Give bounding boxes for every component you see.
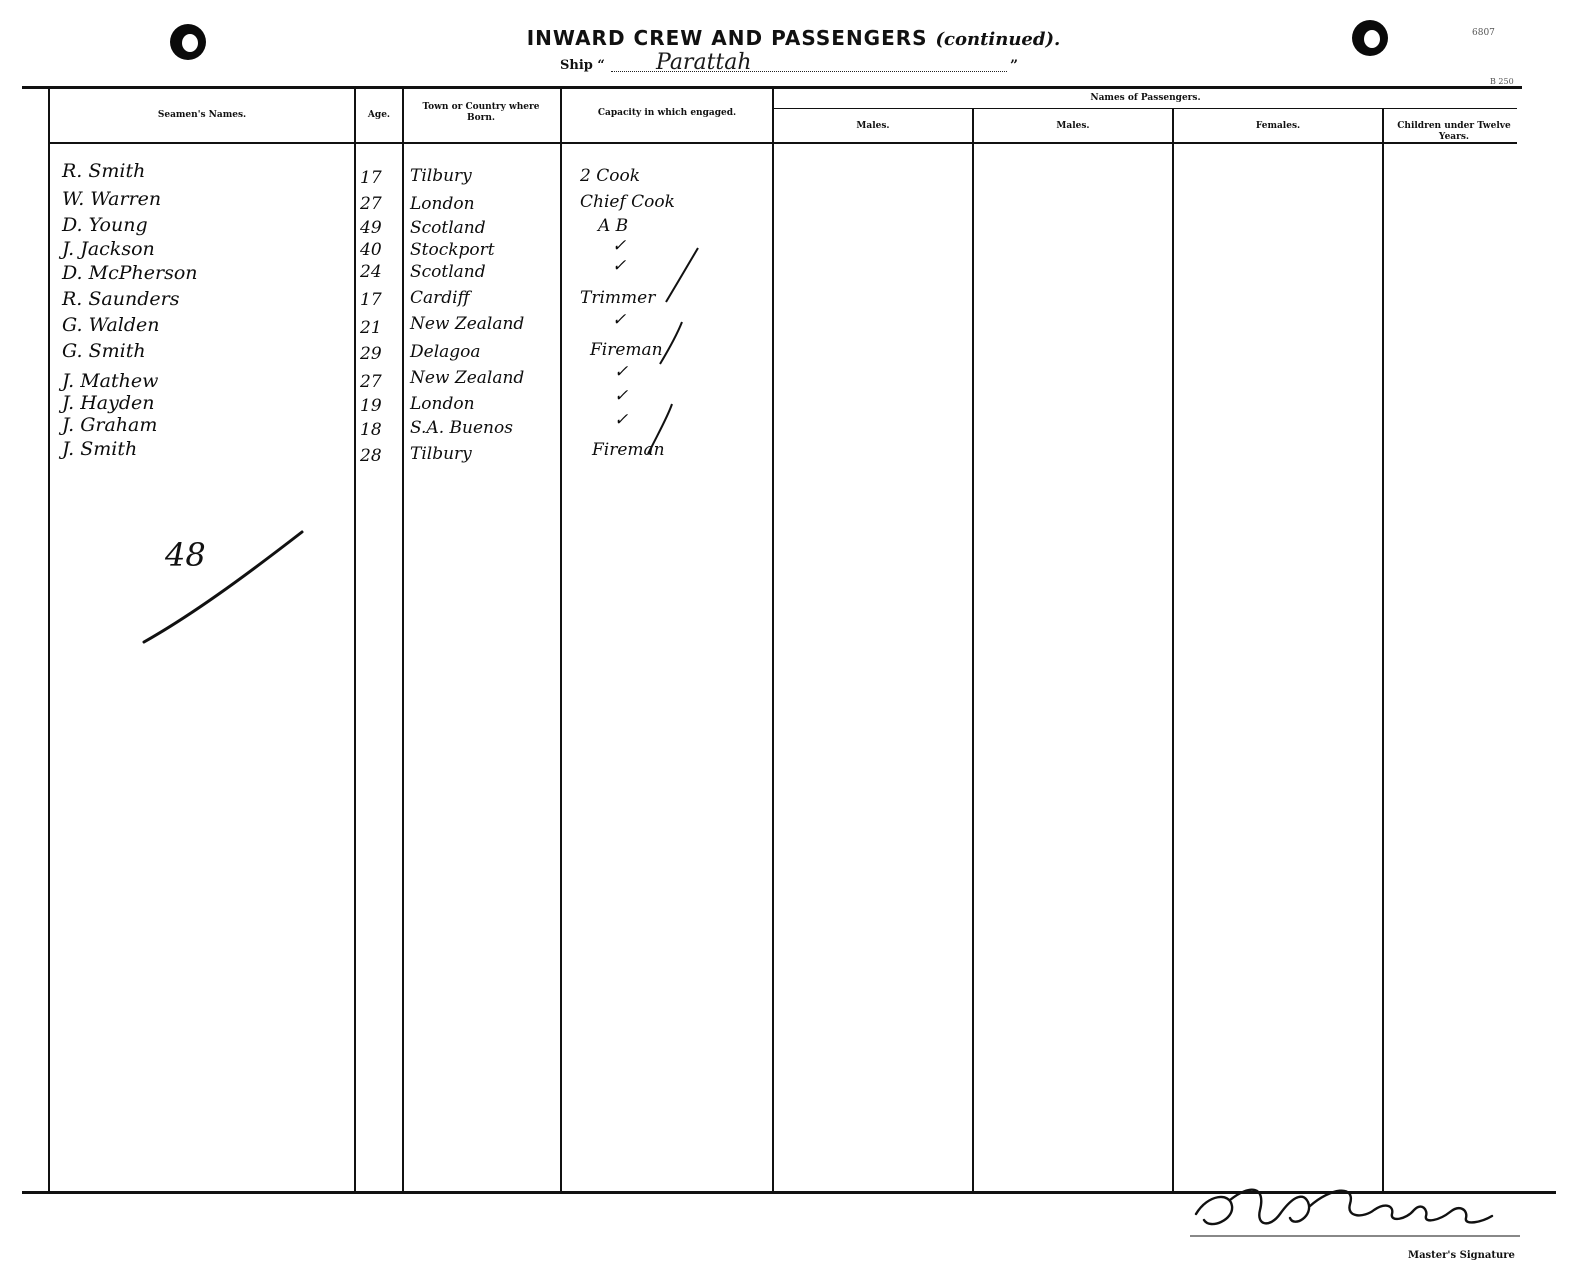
- crew-capacity: ✓: [612, 310, 627, 330]
- crew-name: D. Young: [62, 214, 148, 236]
- crew-town: Scotland: [410, 262, 486, 282]
- ship-label: Ship: [560, 58, 593, 73]
- crew-name: J. Jackson: [62, 238, 155, 260]
- crew-town: Stockport: [410, 240, 495, 260]
- header-town-born: Town or Country where Born.: [422, 102, 540, 123]
- page-title: [0, 26, 1587, 50]
- crew-town: Cardiff: [410, 288, 470, 308]
- form-number: 6807: [1472, 28, 1495, 38]
- column-rule: [1172, 108, 1174, 1192]
- crew-age: 27: [360, 372, 382, 392]
- column-rule: [1382, 108, 1384, 1192]
- ship-label-group: [560, 58, 605, 73]
- crew-age: 18: [360, 420, 382, 440]
- crew-tally: 48: [165, 536, 206, 574]
- passengers-subheader-rule: [773, 108, 1517, 109]
- crew-name: J. Graham: [62, 414, 158, 436]
- crew-capacity: Trimmer: [580, 288, 656, 308]
- crew-age: 24: [360, 262, 382, 282]
- crew-town: New Zealand: [410, 314, 525, 334]
- crew-capacity: 2 Cook: [580, 166, 640, 186]
- crew-capacity: Fireman: [590, 340, 663, 360]
- ship-close-quote: ”: [1010, 58, 1019, 74]
- crew-capacity: Chief Cook: [580, 192, 675, 212]
- crew-age: 19: [360, 396, 382, 416]
- crew-town: Tilbury: [410, 166, 472, 186]
- crew-town: Scotland: [410, 218, 486, 238]
- column-rule: [48, 88, 50, 1192]
- crew-age: 49: [360, 218, 382, 238]
- crew-name: G. Smith: [62, 340, 146, 362]
- crew-capacity: Fireman: [592, 440, 665, 460]
- header-children: Children under Twelve Years.: [1397, 121, 1511, 142]
- crew-capacity: ✓: [614, 386, 629, 406]
- crew-capacity: ✓: [614, 362, 629, 382]
- header-males-1: Males.: [856, 121, 890, 131]
- crew-name: R. Smith: [62, 160, 146, 182]
- crew-town: Delagoa: [410, 342, 481, 362]
- crew-age: 28: [360, 446, 382, 466]
- crew-name: J. Hayden: [62, 392, 155, 414]
- header-males-2: Males.: [1056, 121, 1090, 131]
- crew-name: J. Smith: [62, 438, 138, 460]
- column-rule: [354, 88, 356, 1192]
- ship-open-quote: “: [597, 58, 605, 73]
- crew-age: 29: [360, 344, 382, 364]
- tick-strokes: [560, 240, 720, 480]
- crew-name: G. Walden: [62, 314, 160, 336]
- title-text: INWARD CREW AND PASSENGERS: [526, 26, 928, 50]
- crew-age: 40: [360, 240, 382, 260]
- crew-age: 27: [360, 194, 382, 214]
- crew-name: W. Warren: [62, 188, 162, 210]
- title-suffix: (continued).: [935, 29, 1061, 50]
- crew-capacity: ✓: [612, 256, 627, 276]
- crew-town: Tilbury: [410, 444, 472, 464]
- crew-age: 17: [360, 168, 382, 188]
- header-seamen-names: Seamen's Names.: [157, 110, 247, 120]
- tally-stroke: [130, 520, 320, 650]
- header-age: Age.: [367, 110, 391, 120]
- crew-town: New Zealand: [410, 368, 525, 388]
- crew-name: D. McPherson: [62, 262, 198, 284]
- crew-town: London: [410, 194, 475, 214]
- signature-label: Master's Signature: [1408, 1250, 1515, 1261]
- crew-capacity: ✓: [612, 236, 627, 256]
- crew-name: J. Mathew: [62, 370, 159, 392]
- crew-age: 17: [360, 290, 382, 310]
- crew-capacity: A B: [598, 216, 629, 236]
- header-females: Females.: [1255, 121, 1301, 131]
- crew-town: London: [410, 394, 475, 414]
- column-rule: [972, 108, 974, 1192]
- column-rule: [402, 88, 404, 1192]
- crew-age: 21: [360, 318, 382, 338]
- header-passengers-group: Names of Passengers.: [1090, 93, 1201, 103]
- crew-name: R. Saunders: [62, 288, 180, 310]
- column-rule: [772, 88, 774, 1192]
- header-bottom-rule: [49, 142, 1517, 144]
- crew-town: S.A. Buenos: [410, 418, 513, 438]
- form-code: B 250: [1490, 77, 1514, 86]
- header-capacity: Capacity in which engaged.: [597, 108, 737, 118]
- ship-name: Parattah: [656, 50, 752, 75]
- crew-capacity: ✓: [614, 410, 629, 430]
- master-signature: [1190, 1180, 1520, 1250]
